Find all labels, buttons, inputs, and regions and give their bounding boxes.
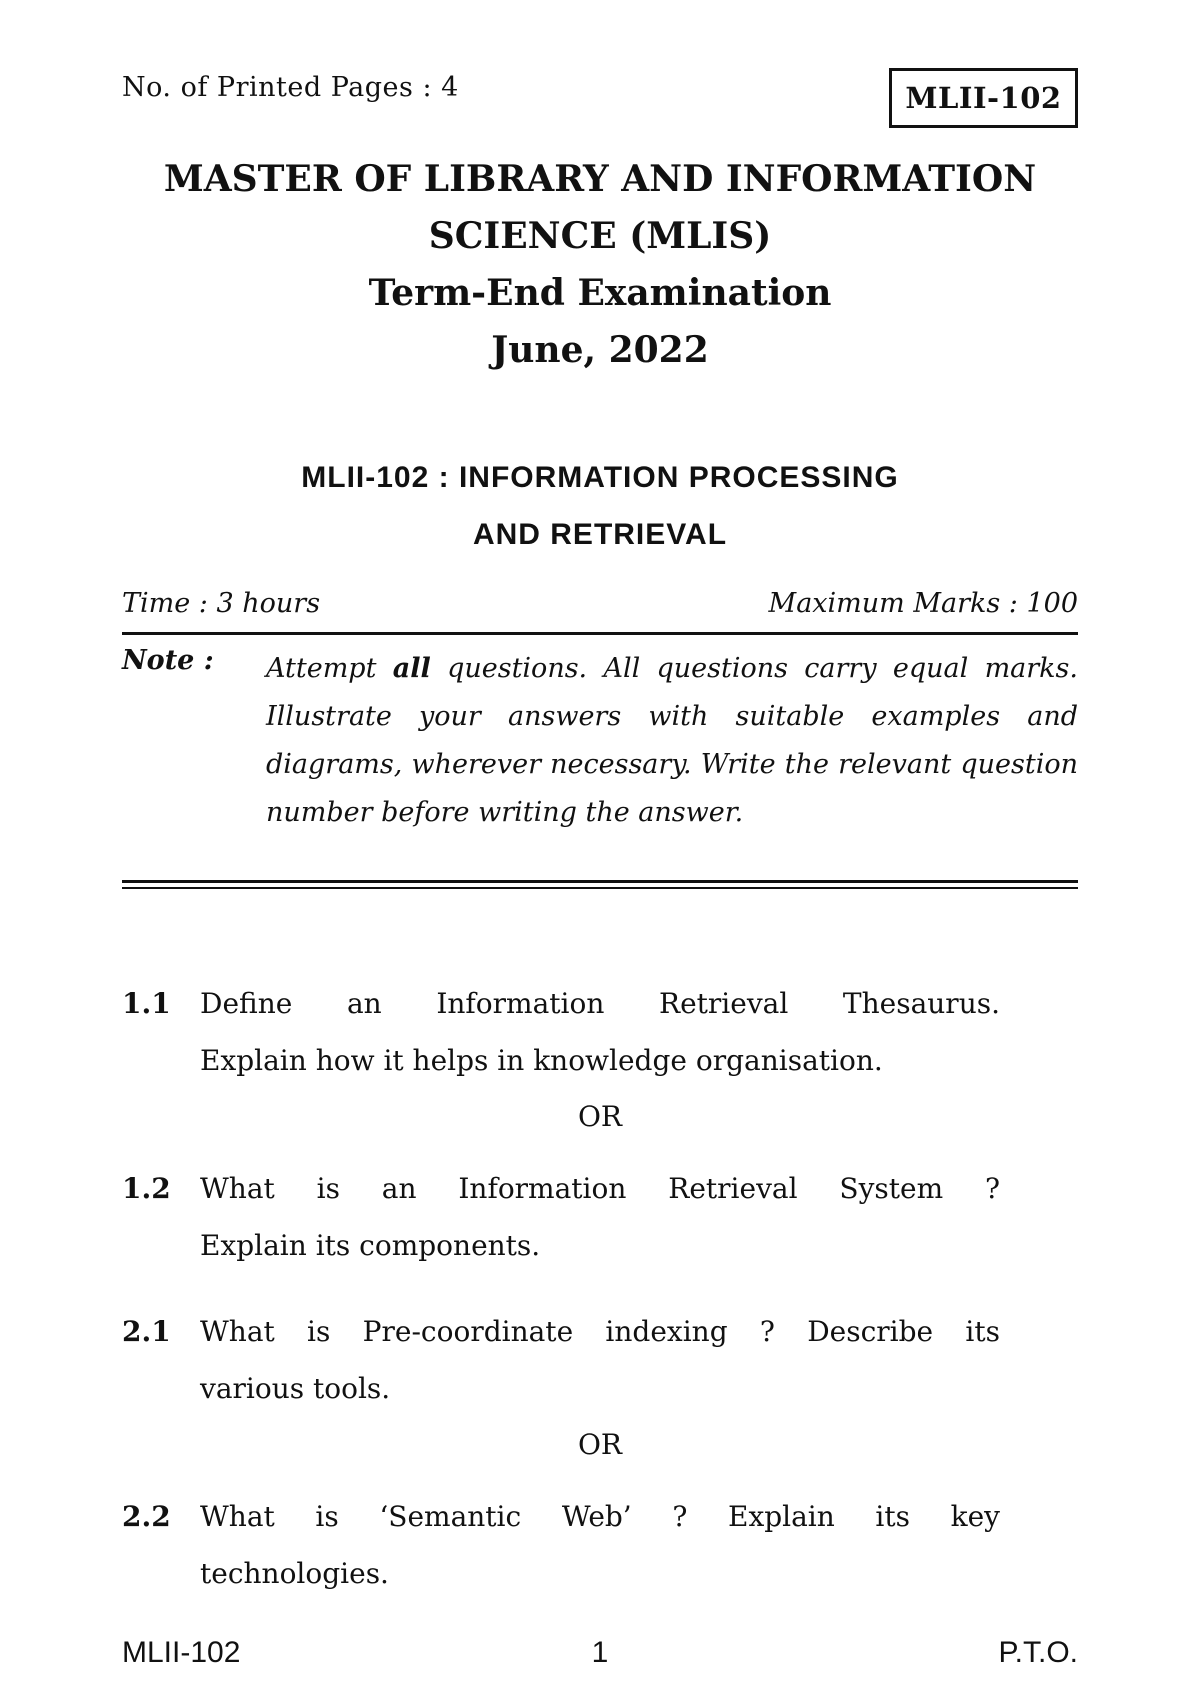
- footer-pto: P.T.O.: [998, 1636, 1078, 1669]
- note-text-start: Attempt: [266, 653, 393, 684]
- programme-title-line-2: SCIENCE (MLIS): [428, 215, 772, 257]
- question-line-1: Define an Information Retrieval Thesaurus.: [200, 987, 1000, 1020]
- footer-page-number: 1: [591, 1636, 609, 1669]
- course-code-box: MLII-102: [889, 68, 1078, 128]
- printed-pages-count: No. of Printed Pages : 4: [122, 72, 459, 103]
- course-title-line-2: AND RETRIEVAL: [472, 518, 728, 551]
- note-text-rest: questions. All questions carry equal marks. Illustrate your answers with suitable examples and diagrams, wherever necessary. Write the relevant question number before writing the answer.: [266, 653, 1078, 828]
- or-separator: OR: [577, 1428, 623, 1461]
- question-number: 1.1: [122, 987, 171, 1020]
- exam-title: Term-End Examination: [368, 272, 832, 314]
- course-title-line-1: MLII-102 : INFORMATION PROCESSING: [301, 461, 899, 494]
- question-line-2: various tools.: [200, 1372, 391, 1405]
- exam-duration: Time : 3 hours: [122, 588, 321, 619]
- programme-title-line-1: MASTER OF LIBRARY AND INFORMATION: [163, 158, 1037, 200]
- question-line-1: What is Pre-coordinate indexing ? Describe its: [200, 1315, 1000, 1348]
- exam-date: June, 2022: [491, 329, 709, 371]
- question-number: 2.1: [122, 1315, 171, 1348]
- question-line-1: What is ‘Semantic Web’ ? Explain its key: [200, 1500, 1000, 1533]
- question-line-2: Explain how it helps in knowledge organisation.: [200, 1044, 883, 1077]
- question-text: [200, 1488, 1000, 1602]
- divider-rule: [122, 632, 1078, 635]
- question-text: [200, 1160, 1000, 1274]
- note-label: Note :: [122, 645, 214, 676]
- question-number: 2.2: [122, 1500, 171, 1533]
- question-line-2: technologies.: [200, 1557, 389, 1590]
- double-divider-rule: [122, 880, 1078, 889]
- question-line-1: What is an Information Retrieval System ?: [200, 1172, 1000, 1205]
- note-bold-word: all: [392, 653, 431, 684]
- question-text: [200, 975, 1000, 1089]
- maximum-marks: Maximum Marks : 100: [768, 588, 1078, 619]
- question-text: [200, 1303, 1000, 1417]
- question-number: 1.2: [122, 1172, 171, 1205]
- or-separator: OR: [577, 1100, 623, 1133]
- note-instructions: [266, 645, 1078, 837]
- footer-course-code: MLII-102: [122, 1636, 241, 1669]
- question-line-2: Explain its components.: [200, 1229, 541, 1262]
